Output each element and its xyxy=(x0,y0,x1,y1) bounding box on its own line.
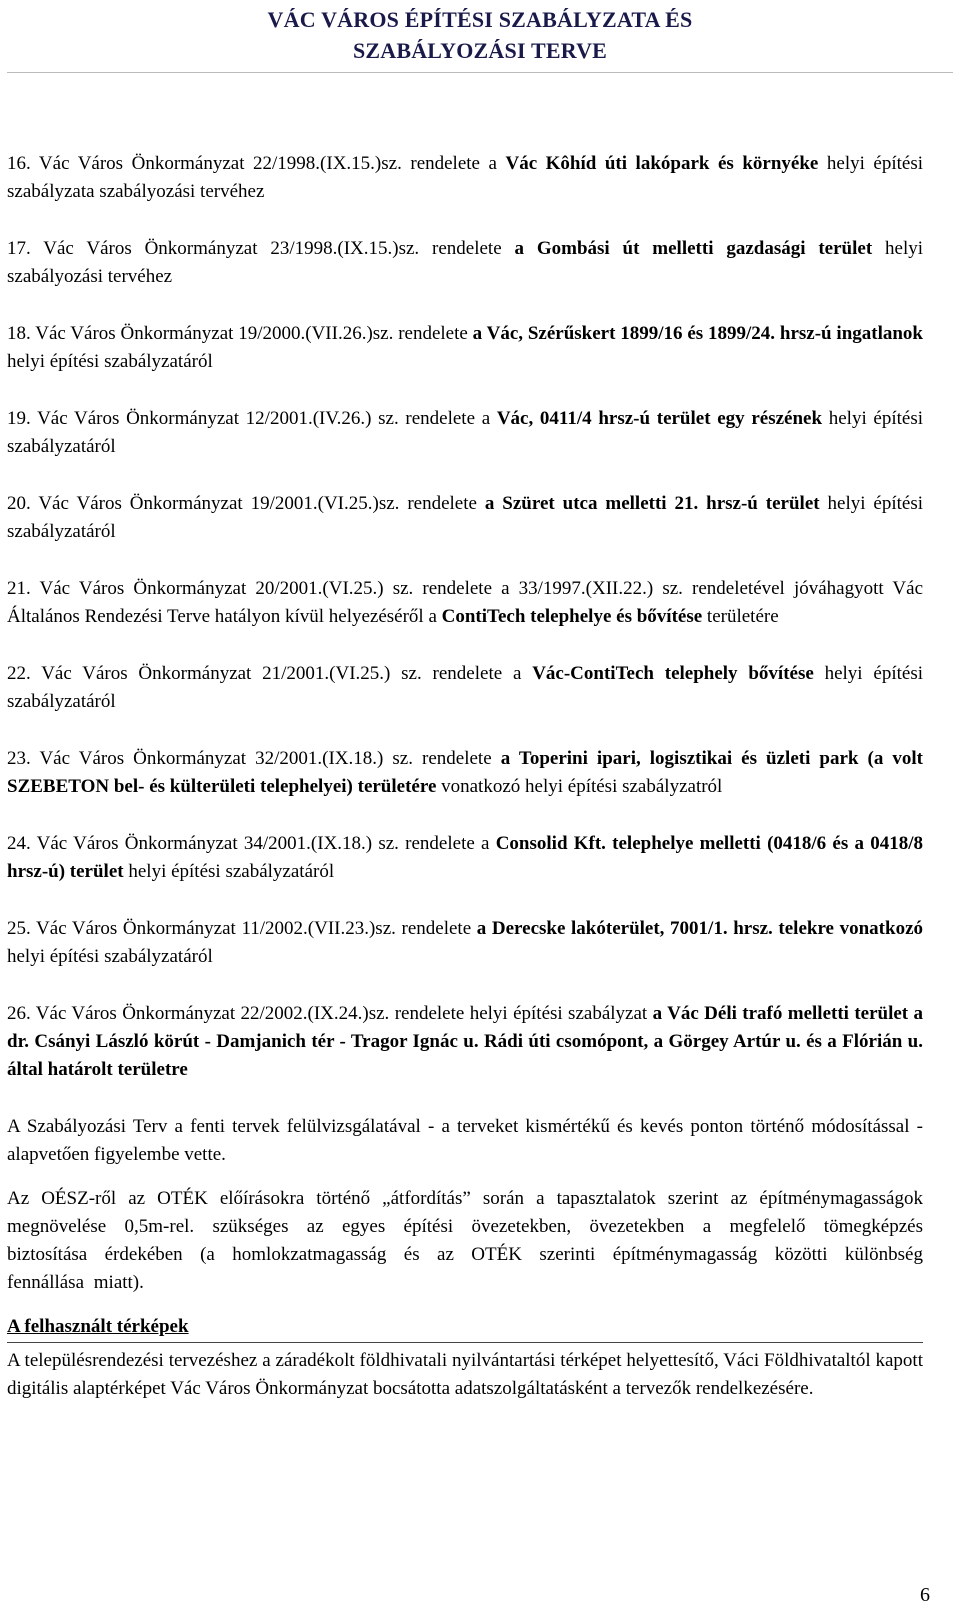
regulation-item xyxy=(7,320,923,376)
regulation-item-bold-text: Vác-ContiTech telephely bővítése xyxy=(532,663,814,684)
regulation-item xyxy=(7,915,923,971)
regulation-item-text: helyi építési szabályzatáról xyxy=(7,493,924,542)
regulation-item-text: 21. Vác Város Önkormányzat 20/2001.(VI.25.) sz. rendelete a 33/1997.(XII.22.) sz. rendeletével jóváhagyott Vác Általános Rendezési Terve hatályon kívül helyezéséről a xyxy=(7,578,923,627)
regulation-item-text: 23. Vác Város Önkormányzat 32/2001.(IX.18.) sz. rendelete xyxy=(7,748,501,769)
regulation-item xyxy=(7,150,923,206)
regulation-item-text: 19. Vác Város Önkormányzat 12/2001.(IV.26.) sz. rendelete a xyxy=(7,408,497,429)
regulation-item xyxy=(7,235,923,291)
regulation-item-bold-text: Vác Kôhíd úti lakópark és környéke xyxy=(505,153,819,174)
header-divider xyxy=(7,72,953,73)
regulation-item xyxy=(7,830,923,886)
regulation-item-bold-text: a Toperini ipari, logisztikai és üzleti park (a volt SZEBETON bel- és külterületi telephelyei) területére xyxy=(7,748,923,797)
regulation-item-text: helyi építési szabályzatáról xyxy=(123,861,335,882)
regulation-item xyxy=(7,405,923,461)
regulation-item xyxy=(7,490,923,546)
page-header xyxy=(0,4,960,66)
document-body xyxy=(7,150,923,1419)
maps-paragraph: A településrendezési tervezéshez a záradékolt földhivatali nyilvántartási térképet helyettesítő, Váci Földhivataltól kapott digitális alaptérképet Vác Város Önkormányzat bocsátotta adatszolgáltatásként a tervezők rendelkezésére. xyxy=(7,1350,923,1399)
regulation-item-text: helyi építési szabályzatáról xyxy=(7,946,213,967)
oesz-otek-paragraph: Az OÉSZ-ről az OTÉK előírásokra történő „átfordítás” során a tapasztalatok szerint az építménymagasságok megnövelése 0,5m-rel. szükséges az egyes építési övezetekben, övezetekben a megfelelő tömegképzés biztosítása érdekében (a homlokzatmagasság és az OTÉK szerinti építménymagasság közötti különbség fennállása miatt). xyxy=(7,1188,923,1293)
regulation-item-text: helyi építési szabályzata szabályozási tervéhez xyxy=(7,153,923,202)
regulation-item-text: területére xyxy=(702,606,779,627)
regulation-item-bold-text: a Szüret utca melletti 21. hrsz-ú terület xyxy=(484,493,820,514)
regulation-item xyxy=(7,660,923,716)
regulation-item-text: 16. Vác Város Önkormányzat 22/1998.(IX.15.)sz. rendelete a xyxy=(7,153,506,174)
regulation-item-text: 20. Vác Város Önkormányzat 19/2001.(VI.25.)sz. rendelete xyxy=(7,493,485,514)
regulation-list xyxy=(7,150,923,1084)
regulation-item-text: 18. Vác Város Önkormányzat 19/2000.(VII.26.)sz. rendelete xyxy=(7,323,473,344)
page-number: 6 xyxy=(920,1584,930,1606)
regulation-item-text: 25. Vác Város Önkormányzat 11/2002.(VII.23.)sz. rendelete xyxy=(7,918,477,939)
regulation-item-bold-text: a Vác, Szérűskert 1899/16 és 1899/24. hrsz-ú ingatlanok xyxy=(472,323,924,344)
regulation-item xyxy=(7,575,923,631)
header-title-line-2: SZABÁLYOZÁSI TERVE xyxy=(352,38,608,63)
regulation-item-text: helyi építési szabályzatáról xyxy=(7,663,923,712)
summary-paragraph: A Szabályozási Terv a fenti tervek felülvizsgálatával - a terveket kismértékű és kevés ponton történő módosítással - alapvetően figyelembe vette. xyxy=(7,1116,923,1165)
regulation-item xyxy=(7,745,923,801)
regulation-item-text: 24. Vác Város Önkormányzat 34/2001.(IX.18.) sz. rendelete a xyxy=(7,833,496,854)
section-title-maps: A felhasznált térképek xyxy=(7,1316,189,1337)
regulation-item-text: vonatkozó helyi építési szabályzatról xyxy=(436,776,723,797)
regulation-item-bold-text: Consolid Kft. telephelye melletti (0418/6 és a 0418/8 hrsz-ú) terület xyxy=(7,833,924,882)
regulation-item-text: 22. Vác Város Önkormányzat 21/2001.(VI.25.) sz. rendelete a xyxy=(7,663,533,684)
regulation-item-bold-text: ContiTech telephelye és bővítése xyxy=(441,606,703,627)
regulation-item-text: helyi szabályozási tervéhez xyxy=(7,238,923,287)
regulation-item-text: helyi építési szabályzatáról xyxy=(7,408,924,457)
regulation-item-bold-text: a Vác Déli trafó melletti terület a dr. Csányi László körút - Damjanich tér - Tragor Ignác u. Rádi úti csomópont, a Görgey Artúr u. és a Flórián u. által határolt területre xyxy=(7,1003,924,1080)
regulation-item-text: helyi építési szabályzatáról xyxy=(7,351,213,372)
header-title-line-1: VÁC VÁROS ÉPÍTÉSI SZABÁLYZATA ÉS xyxy=(267,7,693,32)
regulation-item-text: 17. Vác Város Önkormányzat 23/1998.(IX.15.)sz. rendelete xyxy=(7,238,515,259)
regulation-item-text: 26. Vác Város Önkormányzat 22/2002.(IX.24.)sz. rendelete helyi építési szabályzat xyxy=(7,1003,653,1024)
regulation-item xyxy=(7,1000,923,1084)
regulation-item-bold-text: a Gombási út melletti gazdasági terület xyxy=(514,238,873,259)
regulation-item-bold-text: Vác, 0411/4 hrsz-ú terület egy részének xyxy=(496,408,823,429)
section-divider xyxy=(7,1342,923,1343)
regulation-item-bold-text: a Derecske lakóterület, 7001/1. hrsz. telekre vonatkozó xyxy=(476,918,924,939)
